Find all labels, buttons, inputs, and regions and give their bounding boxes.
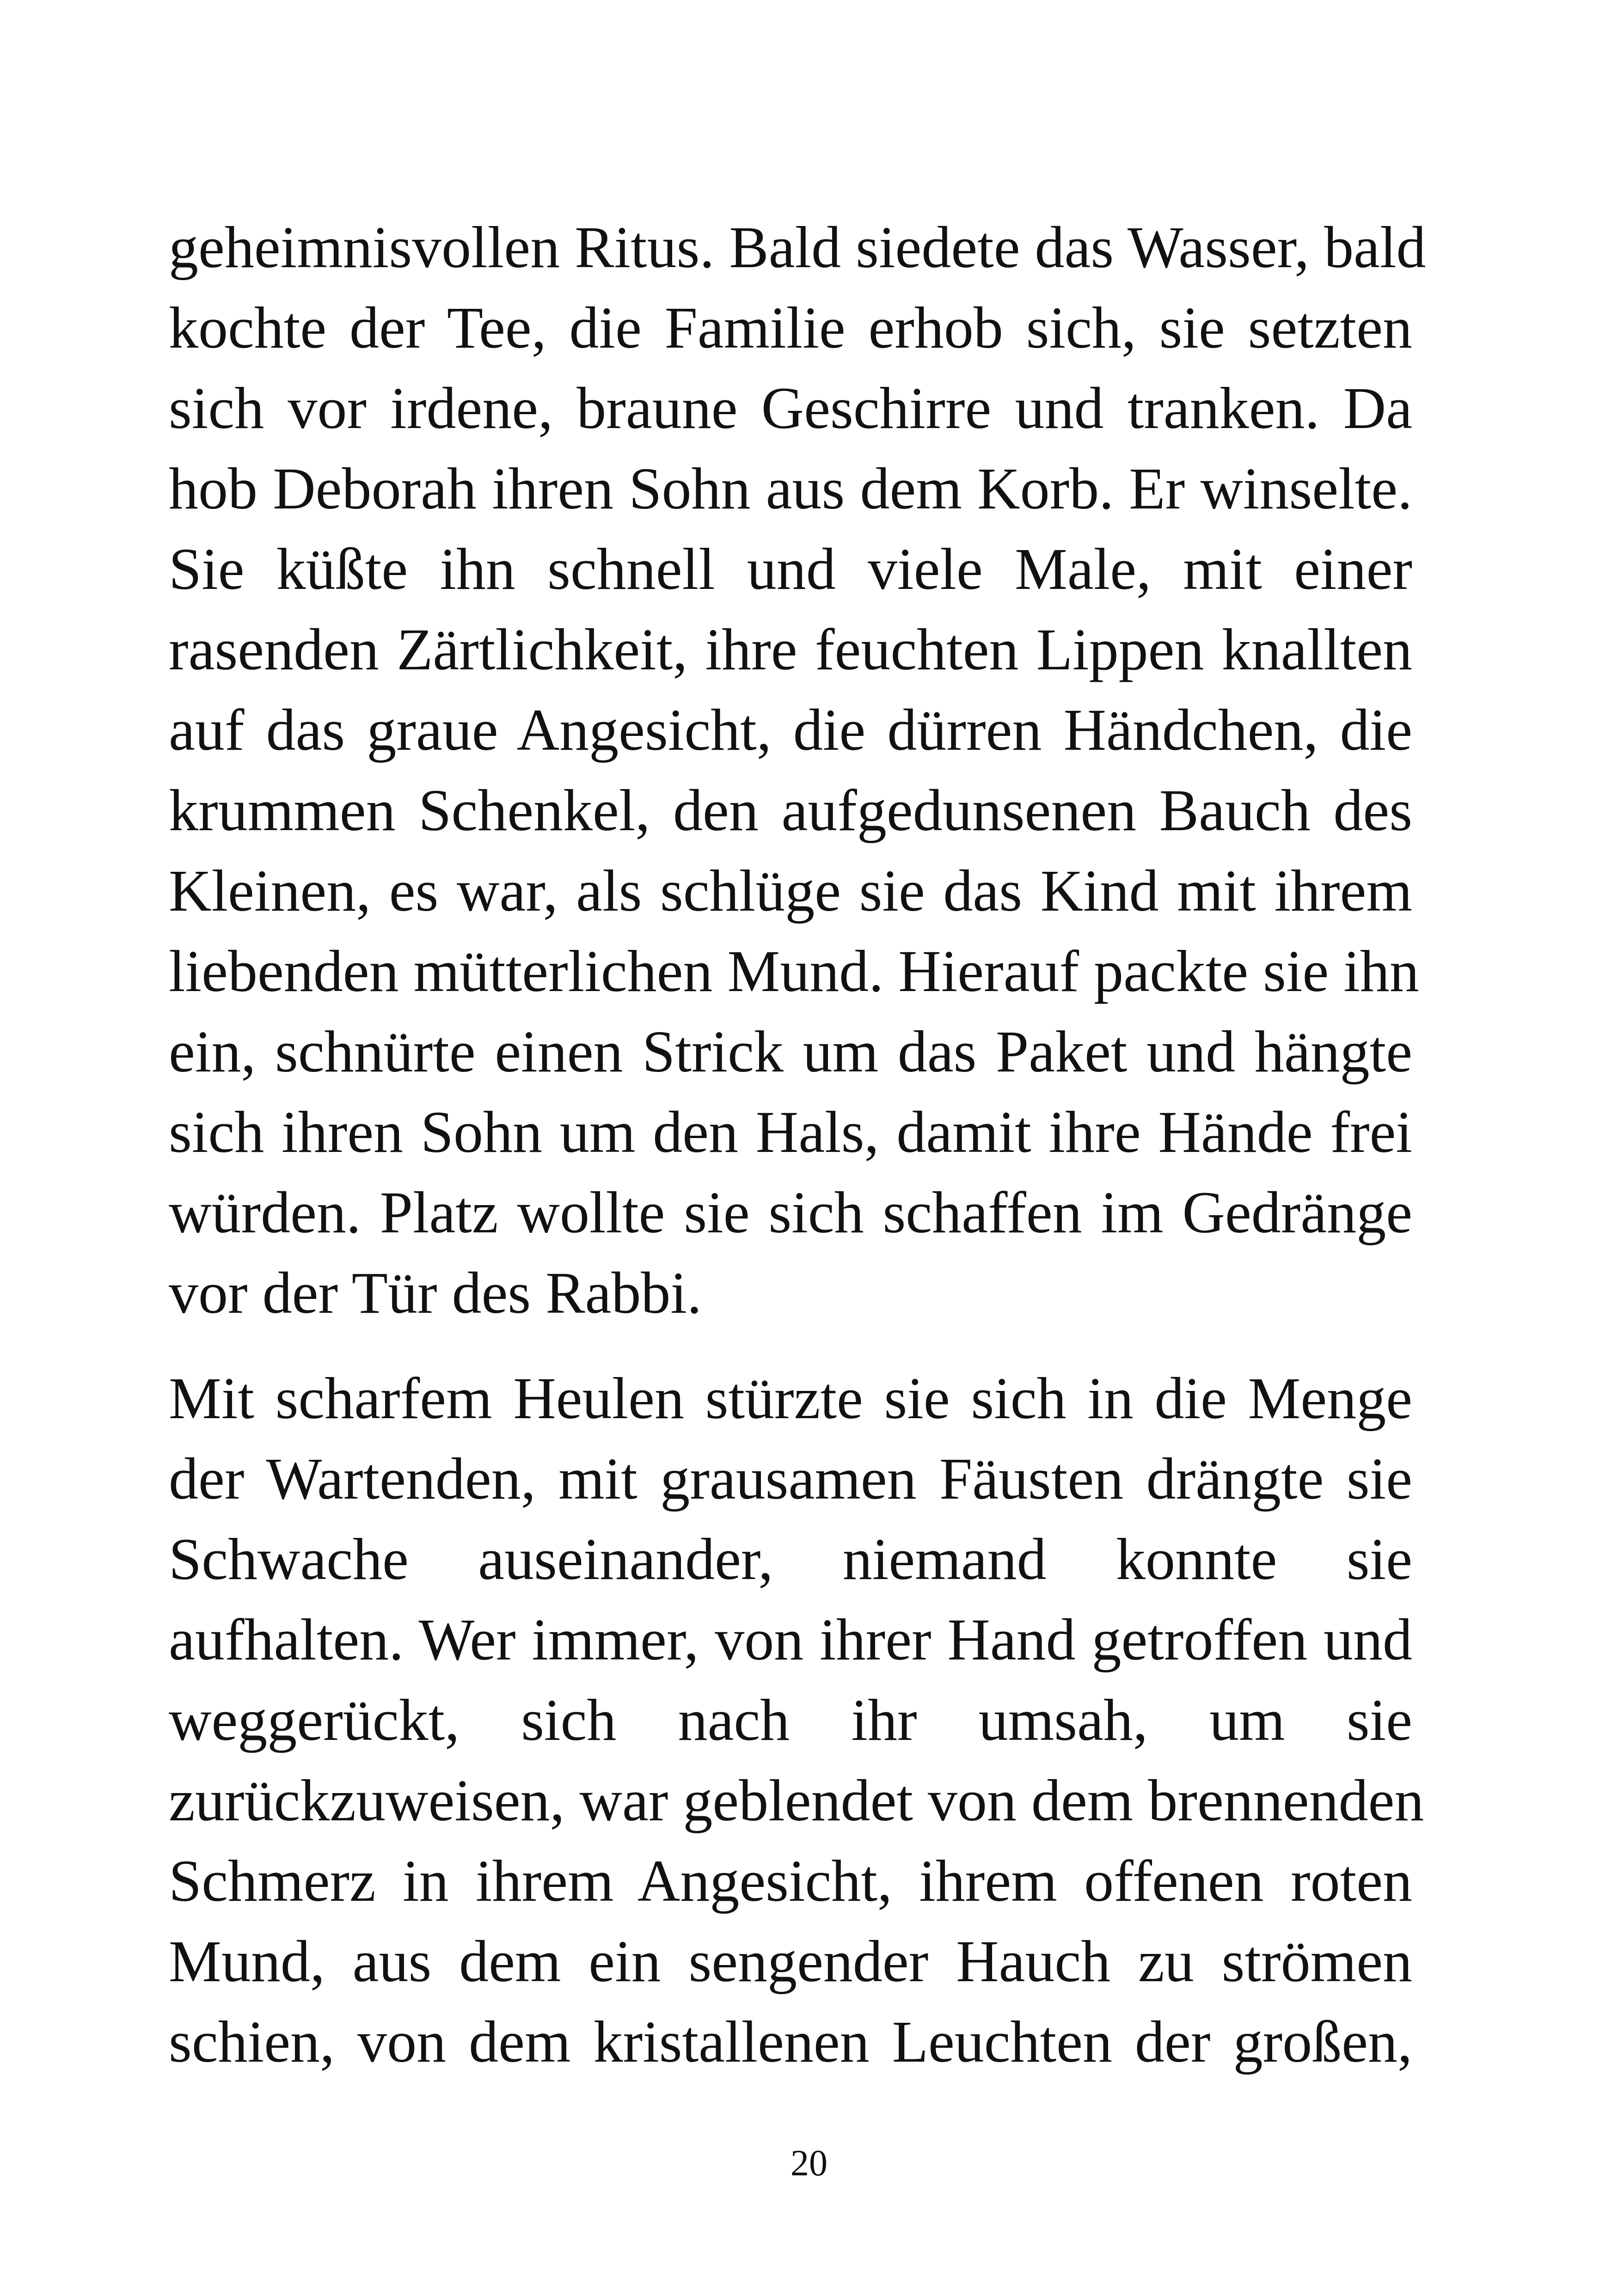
paragraph-gap bbox=[169, 1333, 1412, 1358]
text-line: auf das graue Angesicht, die dürren Händchen, die bbox=[169, 697, 1412, 763]
text-line: sich ihren Sohn um den Hals, damit ihre Hände frei bbox=[169, 1099, 1412, 1165]
text-line: kochte der Tee, die Familie erhob sich, sie setzten bbox=[169, 295, 1412, 361]
text-line: liebenden mütterlichen Mund. Hierauf packte sie ihn bbox=[169, 938, 1419, 1004]
text-line: geheimnisvollen Ritus. Bald siedete das Wasser, bald bbox=[169, 214, 1426, 280]
text-line: krummen Schenkel, den aufgedunsenen Bauch des bbox=[169, 778, 1412, 843]
text-line: hob Deborah ihren Sohn aus dem Korb. Er winselte. bbox=[169, 456, 1412, 521]
text-line: Sie küßte ihn schnell und viele Male, mit einer bbox=[169, 536, 1412, 602]
text-line: Mund, aus dem ein sengender Hauch zu strömen bbox=[169, 1929, 1412, 1994]
text-line: Kleinen, es war, als schlüge sie das Kind mit ihrem bbox=[169, 858, 1412, 924]
text-line: der Wartenden, mit grausamen Fäusten drängte sie bbox=[169, 1446, 1412, 1512]
paragraph-2 bbox=[169, 1358, 1424, 2082]
text-line: sich vor irdene, braune Geschirre und tranken. Da bbox=[169, 375, 1412, 441]
body-text bbox=[169, 207, 1426, 2082]
paragraph-1 bbox=[169, 207, 1426, 1333]
text-line: aufhalten. Wer immer, von ihrer Hand getroffen und bbox=[169, 1607, 1412, 1672]
text-line: rasenden Zärtlichkeit, ihre feuchten Lippen knallten bbox=[169, 617, 1412, 682]
text-line: würden. Platz wollte sie sich schaffen im Gedränge bbox=[169, 1180, 1412, 1245]
page-number: 20 bbox=[791, 2143, 827, 2184]
text-line: Schmerz in ihrem Angesicht, ihrem offenen roten bbox=[169, 1848, 1412, 1914]
text-line: zurückzuweisen, war geblendet von dem brennenden bbox=[169, 1768, 1424, 1833]
text-line: ein, schnürte einen Strick um das Paket und hängte bbox=[169, 1019, 1412, 1084]
text-line: vor der Tür des Rabbi. bbox=[169, 1260, 702, 1326]
text-line: Schwache auseinander, niemand konnte sie bbox=[169, 1526, 1412, 1592]
text-line: Mit scharfem Heulen stürzte sie sich in die Menge bbox=[169, 1365, 1412, 1431]
text-line: weggerückt, sich nach ihr umsah, um sie bbox=[169, 1687, 1412, 1753]
text-line: schien, von dem kristallenen Leuchten der großen, bbox=[169, 2009, 1412, 2075]
